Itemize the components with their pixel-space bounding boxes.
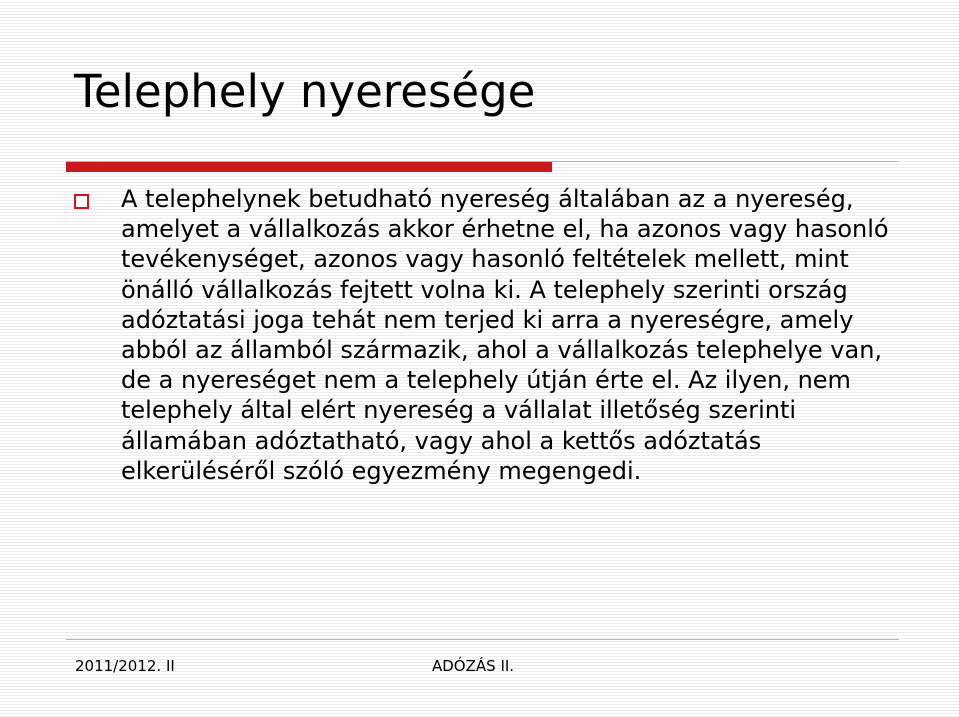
hollow-square-bullet-icon [74, 194, 89, 209]
footer-divider-line [66, 639, 899, 640]
slide-title: Telephely nyeresége [74, 65, 536, 118]
title-accent-bar [66, 162, 552, 172]
bullet-text: A telephelynek betudható nyereség általában az a nyereség, amelyet a vállalkozás akkor érhetne el, ha azonos vagy hasonló tevékenységet, azonos vagy hasonló feltételek mellett, mint önálló vállalkozás fejtett volna ki. A telephely szerinti ország adóztatási joga tehát nem terjed ki arra a nyereségre, amely abból az államból származik, ahol a vállalkozás telephelye van, de a nyereséget nem a telephely útján érte el. Az ilyen, nem telephely által elért nyereség a vállalat illetőség szerinti államában adóztatható, vagy ahol a kettős adóztatás elkerüléséről szóló egyezmény megengedi. [121, 185, 889, 485]
footer-date: 2011/2012. II [75, 657, 175, 675]
footer-course-title: ADÓZÁS II. [432, 657, 515, 675]
